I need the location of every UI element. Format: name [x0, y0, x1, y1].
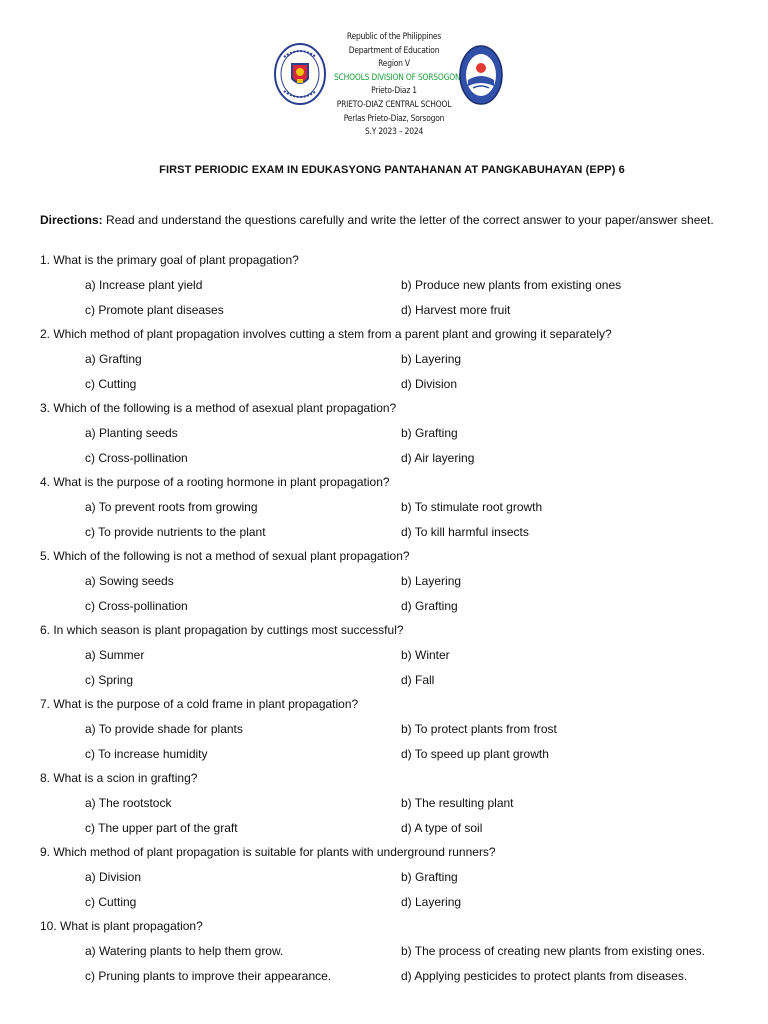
question-item — [40, 622, 750, 696]
question-text: 1. What is the primary goal of plant propagation? — [40, 253, 299, 267]
option-d: d) Layering — [401, 895, 462, 909]
directions-label: Directions: — [40, 213, 103, 227]
header-line: Region V — [378, 58, 410, 69]
option-c: c) Cutting — [85, 895, 137, 909]
option-d: d) Grafting — [401, 599, 458, 613]
option-c: c) Pruning plants to improve their appearance. — [85, 969, 332, 983]
directions — [40, 212, 740, 229]
option-d: d) Fall — [401, 673, 435, 687]
question-text: 10. What is plant propagation? — [40, 919, 203, 933]
option-d: d) To speed up plant growth — [401, 747, 549, 761]
option-c: c) To increase humidity — [85, 747, 208, 761]
question-item — [40, 844, 750, 918]
option-b: b) The process of creating new plants from existing ones. — [401, 944, 705, 958]
letterhead-lines — [334, 30, 461, 139]
option-a: a) Sowing seeds — [85, 574, 174, 588]
option-a: a) Watering plants to help them grow. — [85, 944, 284, 958]
question-text: 4. What is the purpose of a rooting hormone in plant propagation? — [40, 475, 390, 489]
option-a: a) Grafting — [85, 352, 142, 366]
header-line: Republic of the Philippines — [346, 31, 442, 41]
question-item — [40, 252, 750, 326]
option-b: b) To protect plants from frost — [401, 722, 557, 736]
option-a: a) To provide shade for plants — [85, 722, 243, 736]
question-item — [40, 696, 750, 770]
option-b: b) Grafting — [401, 426, 458, 440]
option-d: d) Applying pesticides to protect plants from diseases. — [401, 969, 688, 983]
option-b: b) To stimulate root growth — [401, 500, 543, 514]
question-item — [40, 400, 750, 474]
option-d: d) Air layering — [401, 451, 475, 465]
question-text: 6. In which season is plant propagation by cuttings most successful? — [40, 623, 404, 637]
question-item — [40, 474, 750, 548]
option-c: c) Cross-pollination — [85, 451, 188, 465]
option-c: c) Cross-pollination — [85, 599, 188, 613]
question-item — [40, 548, 750, 622]
option-b: b) Layering — [401, 352, 462, 366]
option-b: b) Produce new plants from existing ones — [401, 278, 622, 292]
option-b: b) Winter — [401, 648, 450, 662]
question-text: 3. Which of the following is a method of asexual plant propagation? — [40, 401, 397, 415]
letterhead — [0, 30, 768, 142]
option-a: a) Increase plant yield — [85, 278, 203, 292]
header-line: S.Y 2023 – 2024 — [364, 126, 424, 137]
question-item — [40, 326, 750, 400]
option-a: a) Planting seeds — [85, 426, 178, 440]
option-a: a) The rootstock — [85, 796, 172, 810]
option-c: c) The upper part of the graft — [85, 821, 238, 835]
header-line: Prieto-Diaz 1 — [371, 85, 417, 96]
option-c: c) To provide nutrients to the plant — [85, 525, 266, 539]
option-c: c) Spring — [85, 673, 134, 687]
question-text: 2. Which method of plant propagation involves cutting a stem from a parent plant and growing it separately? — [40, 327, 612, 341]
option-d: d) Harvest more fruit — [401, 303, 511, 317]
option-d: d) To kill harmful insects — [401, 525, 529, 539]
exam-title: FIRST PERIODIC EXAM IN EDUKASYONG PANTAHANAN AT PANGKABUHAYAN (EPP) 6 — [159, 164, 625, 176]
question-item — [40, 918, 750, 992]
option-c: c) Promote plant diseases — [85, 303, 224, 317]
option-d: d) A type of soil — [401, 821, 483, 835]
header-line: PRIETO-DIAZ CENTRAL SCHOOL — [336, 98, 452, 109]
deped-seal-icon — [274, 43, 326, 105]
option-b: b) The resulting plant — [401, 796, 514, 810]
question-text: 5. Which of the following is not a method of sexual plant propagation? — [40, 549, 410, 563]
question-text: 7. What is the purpose of a cold frame in plant propagation? — [40, 697, 359, 711]
option-b: b) Grafting — [401, 870, 458, 884]
header-line: Perlas Prieto-Diaz, Sorsogon — [343, 112, 445, 123]
header-line: Department of Education — [348, 44, 440, 55]
question-item — [40, 770, 750, 844]
question-list — [40, 252, 750, 992]
option-c: c) Cutting — [85, 377, 137, 391]
option-a: a) Summer — [85, 648, 145, 662]
question-text: 9. Which method of plant propagation is suitable for plants with underground runners? — [40, 845, 496, 859]
school-seal-icon — [459, 44, 503, 106]
option-a: a) To prevent roots from growing — [85, 500, 258, 514]
directions-text: Read and understand the questions carefully and write the letter of the correct answer to your paper/answer sheet. — [102, 213, 714, 227]
option-b: b) Layering — [401, 574, 462, 588]
question-text: 8. What is a scion in grafting? — [40, 771, 198, 785]
option-a: a) Division — [85, 870, 142, 884]
option-d: d) Division — [401, 377, 458, 391]
header-line-division: SCHOOLS DIVISION OF SORSOGON — [334, 71, 461, 82]
